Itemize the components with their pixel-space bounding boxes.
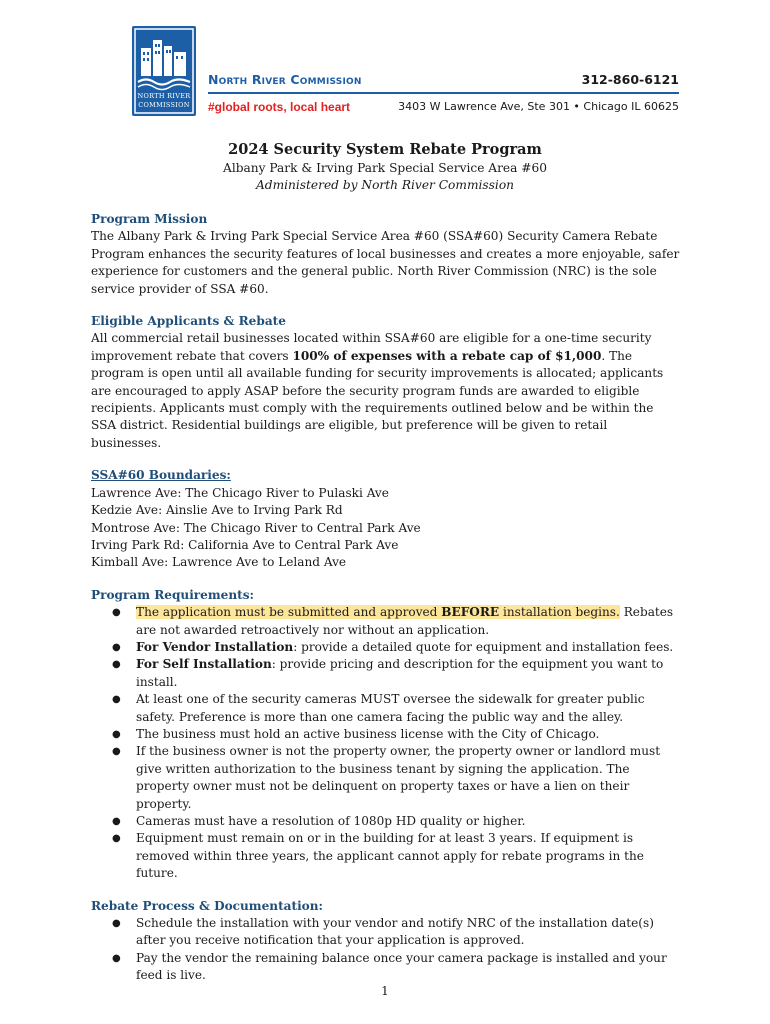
administered-by: Administered by North River Commission bbox=[255, 178, 515, 192]
mission-heading: Program Mission bbox=[91, 212, 208, 226]
highlighted-text: The application must be submitted and approved BEFORE installation begins. bbox=[136, 605, 620, 620]
process-list bbox=[91, 915, 681, 985]
eligible-text: All commercial retail businesses located within SSA#60 are eligible for a one-time security improvement rebate that covers 100% of expenses with a rebate cap of $1,000. The program is open until all available funding for security improvements is allocated; applicants are encouraged to apply ASAP before the security program funds are awarded to eligible recipients. Applicants must comply with the requirements outlined below and be within the SSA district. Residential buildings are eligible, but preference will be given to retail businesses. bbox=[91, 331, 664, 450]
list-item: ● Cameras must have a resolution of 1080p HD quality or higher. bbox=[136, 813, 681, 830]
list-item: ● Pay the vendor the remaining balance once your camera package is installed and your feed is live. bbox=[136, 950, 681, 985]
list-item: ● At least one of the security cameras MUST oversee the sidewalk for greater public safety. Preference is more than one camera facing the public way and the alley. bbox=[136, 691, 681, 726]
north-river-commission-logo bbox=[132, 26, 196, 116]
list-item: ● The business must hold an active business license with the City of Chicago. bbox=[136, 726, 681, 743]
list-item: ● If the business owner is not the property owner, the property owner or landlord must give written authorization to the business tenant by signing the application. The property owner must not be delinquent on property taxes or have a lien on their property. bbox=[136, 743, 681, 813]
page-number: 1 bbox=[381, 984, 389, 998]
eligible-heading: Eligible Applicants & Rebate bbox=[91, 314, 286, 329]
boundary-line: Montrose Ave: The Chicago River to Central Park Ave bbox=[91, 520, 421, 535]
list-item: ● The application must be submitted and approved BEFORE installation begins. Rebates are not awarded retroactively nor without an application. bbox=[136, 604, 681, 639]
boundary-line: Irving Park Rd: California Ave to Central Park Ave bbox=[91, 537, 399, 552]
rebate-cap: 100% of expenses with a rebate cap of $1,000 bbox=[292, 348, 602, 363]
address: 3403 W Lawrence Ave, Ste 301 • Chicago IL 60625 bbox=[398, 100, 679, 113]
logo-text-line-2: COMMISSION bbox=[138, 101, 190, 109]
boundary-line: Kedzie Ave: Ainslie Ave to Irving Park Rd bbox=[91, 503, 343, 518]
organization-name: North River Commission bbox=[208, 72, 362, 87]
list-item: ● For Self Installation: provide pricing and description for the equipment you want to install. bbox=[136, 656, 681, 691]
phone-number: 312-860-6121 bbox=[581, 72, 679, 87]
mission-text: The Albany Park & Irving Park Special Service Area #60 (SSA#60) Security Camera Rebate Program enhances the security features of local businesses and creates a more enjoyable, safer experience for customers and the general public. North River Commission (NRC) is the sole service provider of SSA #60. bbox=[91, 229, 680, 296]
header-divider bbox=[208, 92, 679, 94]
logo-text-line-1: NORTH RIVER bbox=[137, 92, 191, 100]
boundary-line: Lawrence Ave: The Chicago River to Pulaski Ave bbox=[91, 485, 389, 500]
document-subtitle: Albany Park & Irving Park Special Service Area #60 bbox=[223, 161, 547, 175]
process-heading: Rebate Process & Documentation: bbox=[91, 898, 323, 913]
list-item: ● Schedule the installation with your vendor and notify NRC of the installation date(s) after you receive notification that your application is approved. bbox=[136, 915, 681, 950]
list-item: ● Equipment must remain on or in the building for at least 3 years. If equipment is removed within three years, the applicant cannot apply for rebate programs in the future. bbox=[136, 830, 681, 882]
tagline: #global roots, local heart bbox=[208, 100, 351, 114]
boundary-line: Kimball Ave: Lawrence Ave to Leland Ave bbox=[91, 555, 347, 570]
boundaries-list bbox=[91, 485, 681, 572]
document-body bbox=[91, 211, 681, 985]
requirements-heading: Program Requirements: bbox=[91, 587, 254, 602]
boundaries-heading: SSA#60 Boundaries: bbox=[91, 468, 231, 483]
document-title: 2024 Security System Rebate Program bbox=[228, 141, 542, 158]
list-item: ● For Vendor Installation: provide a detailed quote for equipment and installation fees. bbox=[136, 639, 681, 656]
requirements-list bbox=[91, 604, 681, 883]
